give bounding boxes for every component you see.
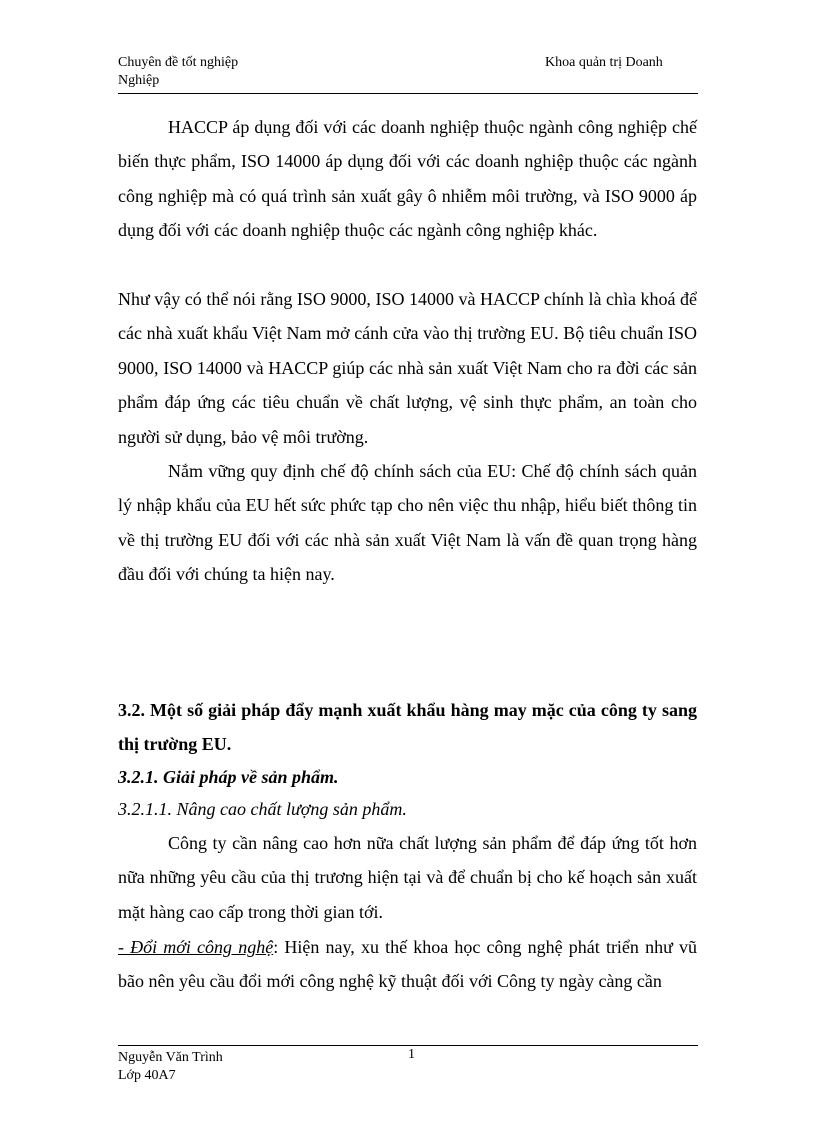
footer-left [118, 1049, 223, 1085]
paragraph-eu-policy: Nắm vững quy định chế độ chính sách của EU: Chế độ chính sách quản lý nhập khẩu của EU hết sức phức tạp cho nên việc thu nhập, hiểu biết thông tin về thị trường EU đối với các nhà sản xuất Việt Nam là vấn đề quan trọng hàng đầu đối với chúng ta hiện nay. [118, 461, 697, 585]
header-faculty: Khoa quản trị Doanh [545, 55, 663, 70]
subsubsection-heading-3-2-1-1: 3.2.1.1. Nâng cao chất lượng sản phẩm. [118, 799, 407, 819]
technology-text: : Hiện nay, xu thế khoa học công nghệ phát triển như vũ bão nên yêu cầu đổi mới công nghệ kỹ thuật đối với Công ty ngày càng cần [118, 937, 697, 992]
header-divider [118, 93, 698, 94]
header-title-line2: Nghiệp [118, 73, 160, 88]
page-number: 1 [408, 1047, 415, 1062]
footer-author: Nguyễn Văn Trình [118, 1050, 223, 1065]
subsection-heading-3-2-1: 3.2.1. Giải pháp về sản phẩm. [118, 767, 339, 787]
technology-lead: - Đổi mới công nghệ [118, 937, 274, 957]
paragraph-quality: Công ty cần nâng cao hơn nữa chất lượng sản phẩm để đáp ứng tốt hơn nữa những yêu cầu của thị trương hiện tại và để chuẩn bị cho kế hoạch sản xuất mặt hàng cao cấp trong thời gian tới. [118, 833, 697, 922]
header-title-line1: Chuyên đề tốt nghiệp [118, 55, 239, 70]
paragraph-iso-key: Như vậy có thể nói rằng ISO 9000, ISO 14000 và HACCP chính là chìa khoá để các nhà xuất khẩu Việt Nam mở cánh cửa vào thị trường EU. Bộ tiêu chuẩn ISO 9000, ISO 14000 và HACCP giúp các nhà sản xuất Việt Nam cho ra đời các sản phẩm đáp ứng các tiêu chuẩn về chất lượng, vệ sinh thực phẩm, an toàn cho người sử dụng, bảo vệ môi trường. [118, 289, 697, 447]
section-heading-3-2: 3.2. Một số giải pháp đẩy mạnh xuất khẩu hàng may mặc của công ty sang thị trường EU. [118, 700, 697, 755]
header-left [118, 54, 238, 90]
footer-class: Lớp 40A7 [118, 1068, 176, 1083]
paragraph-haccp: HACCP áp dụng đối với các doanh nghiệp thuộc ngành công nghiệp chế biến thực phẩm, ISO 14000 áp dụng đối với các doanh nghiệp thuộc các ngành công nghiệp mà có quá trình sản xuất gây ô nhiễm môi trường, và ISO 9000 áp dụng đối với các doanh nghiệp thuộc các ngành công nghiệp khác. [118, 117, 697, 241]
paragraph-technology [118, 930, 697, 999]
